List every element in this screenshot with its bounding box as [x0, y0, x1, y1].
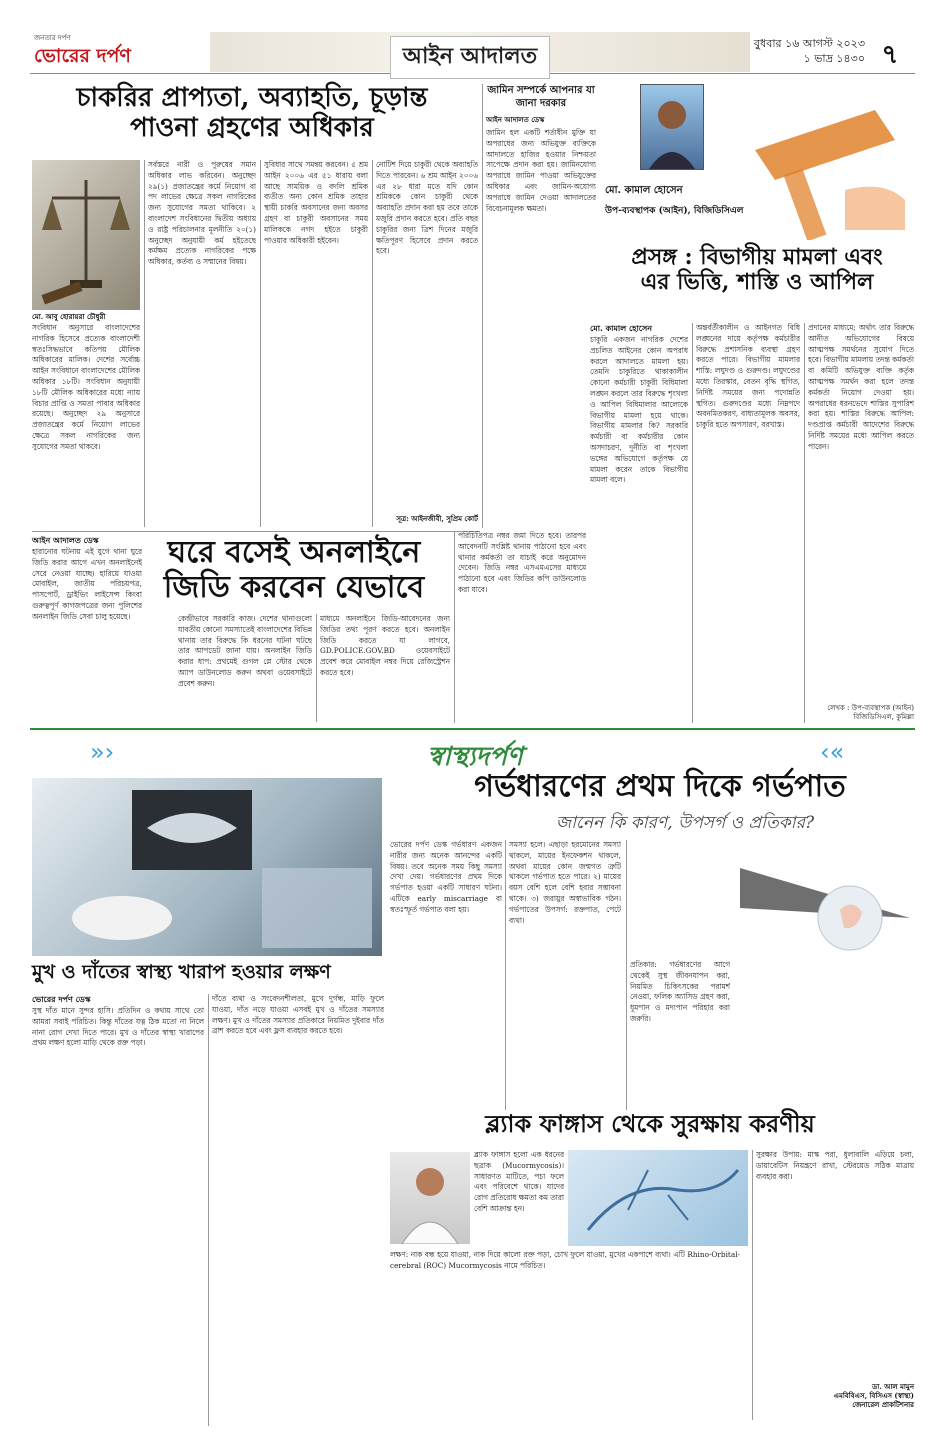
- masthead: [30, 30, 915, 74]
- chevron-right-icon: »›: [90, 738, 115, 766]
- health-headline[interactable]: গর্ভধারণের প্রথম দিকে গর্ভপাত: [474, 769, 846, 804]
- article2-footer: লেখক : উপ-ব্যবস্থাপক (আইন) বিজিডিসিএল, কুমিল্লা: [827, 704, 914, 721]
- profile-designation: উপ-ব্যবস্থাপক (আইন), বিজিডিসিএল: [605, 206, 744, 216]
- article2-col2: অন্তর্বর্তীকালীন ও আইনগত বিধি লঙ্ঘনের দায়ে কর্তৃপক্ষ কর্মচারীর বিরুদ্ধে প্রশাসনিক ব্যবস্থা গ্রহণ করতে পারে। বিভাগীয় মামলার শাস্তি: লঘুদণ্ড ও গুরুদণ্ড। লঘুদণ্ডের মধ্যে তিরস্কার, বেতন বৃদ্ধি স্থগিত, নির্দিষ্ট সময়ের জন্য পদোন্নতি স্থগিত। গুরুদণ্ডের মধ্যে নিম্নপদে অবনমিতকরণ, বাধ্যতামূলক অবসর, চাকুরি হতে অপসারণ, বরখাস্ত।: [696, 323, 800, 430]
- article5-author: [800, 1382, 914, 1409]
- sidebar-query-desk: আইন আদালত ডেস্ক: [486, 115, 545, 124]
- health-knife-photo: [740, 848, 920, 958]
- article3-headline[interactable]: [144, 536, 444, 605]
- newspaper-logo[interactable]: ভোরের দর্পণ: [34, 45, 131, 67]
- article4-col2: দাঁতে ব্যথা ও সংবেদনশীলতা, মুখে দুর্গন্ধ, মাড়ি ফুলে যাওয়া, দাঁত নড়ে যাওয়া এসবই মুখ ও দাঁতের সমস্যার লক্ষণ। মুখ ও দাঁতের সমস্যার প্রতিকারে নিয়মিত দুইবার দাঁত ব্রাশ করতে হবে এবং ফ্লস ব্যবহার করতে হবে।: [212, 994, 384, 1036]
- sidebar-query-text: জামিন হল একটি শর্তাধীন মুক্তি যা অপরাধের জন্য অভিযুক্ত ব্যক্তিকে আদালতে হাজির হওয়ার নিশ্চয়তা সাপেক্ষে প্রদান করা হয়। জামিনযোগ্য অপরাধে জামিন পাওয়া অভিযুক্তের অধিকার এবং জামিন-অযোগ্য অপরাধে জামিন দেওয়া আদালতের বিবেচনামূলক ক্ষমতা।: [486, 128, 596, 213]
- health-col1: ভোরের দর্পণ ডেস্ক গর্ভধারণ একজন নারীর জন্য অনেক আনন্দের একটি বিষয়। তবে অনেক সময় কিছু সমস্যা দেখা দেয়। গর্ভধারণের প্রথম দিকে গর্ভপাত হওয়া একটি সাধারণ ঘটনা। এটিকে early miscarriage বা স্বতঃস্ফূর্ত গর্ভপাত বলা হয়।: [390, 840, 502, 914]
- article1-source: সূত্র: আইনজীবী, সুপ্রিম কোর্ট: [396, 514, 478, 523]
- profile-name: মো. কামাল হোসেন: [605, 185, 683, 196]
- article1-headline[interactable]: [32, 84, 472, 144]
- health-subhead: জানেন কি কারণ, উপসর্গ ও প্রতিকার?: [555, 813, 815, 833]
- article5-author-role: জেনারেল প্রাকটিশনার: [852, 1400, 914, 1409]
- article1-col4: নোটিশ দিয়ে চাকুরী থেকে অব্যাহতি দিতে পারবেন। ৬ শ্রম আইন ২০০৬ এর ২৮ ধারা মতে যদি কোন শ্রমিককে কোন চাকুরী থেকে অব্যাহতি প্রদান করা হয় তবে তাকে মজুরি প্রদান করতে হবে। প্রতি বছর চাকুরির জন্য ত্রিশ দিনের মজুরি ক্ষতিপূরণ হিসেবে প্রদান করতে হবে।: [376, 160, 478, 256]
- divider: [260, 160, 261, 527]
- sidebar-query-title[interactable]: জামিন সম্পর্কে আপনার যা জানা দরকার: [487, 85, 595, 109]
- divider: [692, 323, 693, 723]
- article1-headline-line1: চাকরির প্রাপ্যতা, অব্যাহতি, চূড়ান্ত: [76, 83, 428, 113]
- article4-desk: ভোরের দর্পণ ডেস্ক: [32, 994, 91, 1004]
- masthead-tagline: জনতার দর্পণ: [34, 34, 71, 42]
- article5-author-degree: এমবিবিএস, বিসিএস (স্বাস্থ্য): [833, 1391, 914, 1400]
- article3-col2: কেন্দ্রীভাবে সরকারি কাজ। দেশের থানাগুলো যাবতীয় কোনো সমস্যাতেই বাংলাদেশের বিভিন্ন থানায় তার বিরুদ্ধে কি ধরনের ঘটনা ঘটছে তার আপডেট জানা যায়। অনলাইন জিডি করার ধাপ: প্রথমেই গুগল প্লে স্টোর থেকে অ্যাপ ডাউনলোড করুন অথবা ওয়েবসাইটে প্রবেশ করুন।: [178, 614, 312, 688]
- article5-headline[interactable]: ব্ল্যাক ফাঙ্গাস থেকে সুরক্ষায় করণীয়: [485, 1109, 815, 1138]
- article2-col3: প্রদানের মাধ্যমে; অর্থাৎ তার বিরুদ্ধে আনীত অভিযোগের বিষয়ে আত্মপক্ষ সমর্থনের সুযোগ দিতে হবে। বিভাগীয় মামলায় তদন্ত কর্মকর্তা বা কমিটি অভিযুক্ত ব্যক্তি কর্তৃক আত্মপক্ষ সমর্থন করা হলে তদন্ত কর্মকর্তা নিয়োগ দেওয়া হয়। অপরাধের ধরনভেদে শাস্তির সুপারিশ করা হয়। শাস্তির বিরুদ্ধে আপিল: দণ্ডপ্রাপ্ত কর্মচারী আদেশের বিরুদ্ধে নির্দিষ্ট সময়ের মধ্যে আপিল করতে পারেন।: [808, 323, 914, 451]
- divider: [372, 160, 373, 527]
- article3-headline-line2: জিডি করবেন যেভাবে: [163, 569, 425, 605]
- article2-col1: চাকুরি একজন নাগরিক দেশের প্রচলিত আইনের কোন অপরাধ করলে আদালতে মামলা হয়। তেমনি চাকুরিতে থাকাকালীন কোনো কর্মচারী চাকুরী বিধিমালা লঙ্ঘন করলে তার বিরুদ্ধে শৃংখলা ও আপিল বিধিমালার আলোকে বিভাগীয় মামলা হয়ে থাকে। বিভাগীয় মামলার কি? সরকারি কর্মচারী বা কর্মচারীর কোন অসদাচরণ, দুর্নীতি বা শৃংখলা ভঙ্গের অভিযোগে কর্তৃপক্ষ যে মামলা করেন তাকে বিভাগীয় মামলা বলে।: [590, 335, 688, 485]
- doctor-photo: [390, 1152, 470, 1244]
- article1-author: মো. আবু হোরায়রা চৌধুরী: [32, 312, 106, 321]
- article1-headline-line2: পাওনা গ্রহণের অধিকার: [130, 112, 374, 143]
- article3-headline-line1: ঘরে বসেই অনলাইনে: [167, 535, 421, 570]
- divider: [482, 84, 483, 528]
- article2-headline[interactable]: [598, 245, 916, 296]
- divider: [804, 323, 805, 723]
- article5-col2: লক্ষণ: নাক বন্ধ হয়ে যাওয়া, নাক দিয়ে কালো রক্ত পড়া, চোখ ফুলে যাওয়া, মুখের একপাশে ব্যথা। এটি Rhino-Orbital-cerebral (ROC) Mucormycosis নামে পরিচিত।: [390, 1250, 740, 1270]
- sidebar-query: [486, 84, 596, 518]
- article3-col3: মাধ্যমে অনলাইনে জিডি-আবেদনের জন্য জিডির তথ্য পূরণ করতে হবে। অনলাইন জিডি করতে যা লাগবে, GD.POLICE.GOV.BD ওয়েবসাইটে প্রবেশ করে মোবাইল নম্বর দিয়ে রেজিস্ট্রেশন করতে হবে।: [320, 614, 450, 677]
- divider: [316, 614, 317, 722]
- divider: [208, 994, 209, 1426]
- divider: [752, 1150, 753, 1420]
- profile-photo: [640, 84, 704, 170]
- article2-author: মো. কামাল হোসেন: [590, 323, 653, 333]
- article5-col1: ব্ল্যাক ফাঙ্গাস হলো এক ধরনের ছত্রাক (Mucormycosis)। সাধারণত মাটিতে, পচা ফলে এবং পরিবেশে থাকে। যাদের রোগ প্রতিরোধ ক্ষমতা কম তারা বেশি আক্রান্ত হন।: [474, 1150, 564, 1213]
- article4-headline[interactable]: মুখ ও দাঁতের স্বাস্থ্য খারাপ হওয়ার লক্ষণ: [32, 961, 331, 983]
- issue-date: [735, 36, 865, 66]
- article3-desk: আইন আদালত ডেস্ক: [32, 535, 99, 545]
- date-gregorian: বুধবার ১৬ আগস্ট ২০২৩: [753, 37, 865, 50]
- health-col3: প্রতিকার: গর্ভধারণের আগে থেকেই সুস্থ জীবনযাপন করা, নিয়মিত চিকিৎসকের পরামর্শ নেওয়া, ফলিক অ্যাসিড গ্রহণ করা, ধূমপান ও মদ্যপান পরিহার করা জরুরি।: [630, 960, 730, 1023]
- article1-col1: সংবিধান অনুসারে বাংলাদেশের নাগরিক হিসেবে প্রত্যেক বাংলাদেশী স্বতঃসিদ্ধভাবে কতিপয় মৌলিক অধিকারের মালিক। দেশের সর্বোচ্চ আইন সংবিধানে বাংলাদেশের মৌলিক অধিকার ১৮টি। সংবিধান অনুযায়ী ১৮টি মৌলিক অধিকারের মধ্যে ন্যায় বিচার প্রাপ্তি ও সমতা পাবার অধিকার রয়েছে। অনুচ্ছেদ ২৯ অনুসারে প্রজাতন্ত্রের কর্মে নিয়োগ লাভের ক্ষেত্রে সকল নাগরিকের জন্য সুযোগের সমতা থাকবে।: [32, 323, 140, 451]
- health-col2: সমস্যা হলে। এছাড়া হরমোনের সমস্যা থাকলে, মায়ের ইনফেকশন থাকলে, অথবা মায়ের কোন জন্মগত ত্রুটি থাকলে গর্ভপাত হতে পারে। ২) মায়ের বয়স বেশি হলে বেশি হবার সম্ভাবনা থাকে। ৩) জরায়ুর অস্বাভাবিক গঠন। গর্ভপাতের উপসর্গ: রক্তপাত, পেটে ব্যথা।: [509, 840, 621, 925]
- article2-headline-line2: এর ভিত্তি, শাস্তি ও আপিল: [640, 269, 874, 296]
- fungus-photo: [568, 1150, 748, 1246]
- article5-author-name: ডা. আল মামুন: [872, 1382, 914, 1391]
- article4-col1: সুস্থ দাঁত মানে সুন্দর হাসি। প্রতিদিন ও কথায় সাথে তো আমরা সবাই পরিচিত। কিন্তু দাঁতের যত্ন ঠিক মতো না নিলে নানা রোগ দেখা দিতে পারে। মুখ ও দাঁতের স্বাস্থ্য খারাপের প্রথম লক্ষণ হলো মাড়ি থেকে রক্ত পড়া।: [32, 1006, 204, 1048]
- divider: [454, 531, 455, 723]
- divider: [32, 531, 480, 532]
- article3-col4: পরিচিতিপত্র নম্বর জমা দিতে হবে। তারপর আবেদনটি সংশ্লিষ্ট থানায় পাঠানো হবে এবং থানার কর্মকর্তা তা যাচাই করে অনুমোদন দেবেন। জিডি নম্বর এসএমএসের মাধ্যমে পাঠানো হবে এবং জিডির কপি ডাউনলোড করা যাবে।: [458, 531, 586, 594]
- article5-col3: সুরক্ষার উপায়: মাস্ক পরা, ধুলাবালি এড়িয়ে চলা, ডায়াবেটিস নিয়ন্ত্রণে রাখা, স্টেরয়েড সঠিক মাত্রায় ব্যবহার করা।: [756, 1150, 914, 1181]
- dental-xray-photo: [32, 778, 382, 956]
- divider: [626, 840, 627, 1110]
- article2-headline-line1: প্রসঙ্গ : বিভাগীয় মামলা এবং: [631, 244, 883, 270]
- health-banner-title: স্বাস্থ্যদর্পণ: [427, 742, 523, 772]
- page-number: ৭: [881, 40, 899, 70]
- article1-col3: সুবিধার সাথে সমন্বয় করবেন। ৫ শ্রম আইন ২০০৬ এর ৫১ ধারায় বলা আছে সাময়িক ও বদলি শ্রমিক ব্যতীত অন্য কোন শ্রমিক তাহার স্থায়ী চাকরি অবসানের জন্য অবসর গ্রহণ বা চাকুরী অবসানের সময় মালিককে নগদ হইতে চাকুরী পাওয়ার অধিকারী হইবেন।: [264, 160, 368, 245]
- article3-col1: হারানোর ঘটনায় এই যুগে থানা ঘুরে জিডি করার আগে এখন অনলাইনেই সেরে নেওয়া যাচ্ছে। হারিয়ে যাওয়া মোবাইল, জাতীয় পরিচয়পত্র, পাসপোর্ট, ড্রাইভিং লাইসেন্স কিংবা গুরুত্বপূর্ণ কাগজপত্রের জন্য পুলিশের অনলাইন জিডি সেবা চালু হয়েছে।: [32, 547, 142, 621]
- article1-col2: সর্বস্তরে নারী ও পুরুষের সমান অধিকার লাভ করিবেন। অনুচ্ছেদ ২৯(১) প্রজাতন্ত্রের কর্মে নিয়োগ বা পদ লাভের ক্ষেত্রে সকল নাগরিকের জন্য সুযোগের সমতা থাকিবে। ২ বাংলাদেশ সংবিধানের দ্বিতীয় অধ্যায় ও রাষ্ট্র পরিচালনার মূলনীতি ২০(১) অনুচ্ছেদ অনুযায়ী কর্ম হইতেছে কর্মক্ষম প্রত্যেক নাগরিকের পক্ষে অধিকার, কর্তব্য ও সম্মানের বিষয়।: [148, 160, 256, 267]
- divider: [505, 840, 506, 1110]
- article1-scales-photo: [32, 160, 140, 310]
- date-bengali: ১ ভাদ্র ১৪৩০: [803, 52, 865, 65]
- divider: [144, 160, 145, 527]
- section-title: আইন আদালত: [390, 36, 550, 79]
- chevron-left-icon: ‹«: [820, 738, 845, 766]
